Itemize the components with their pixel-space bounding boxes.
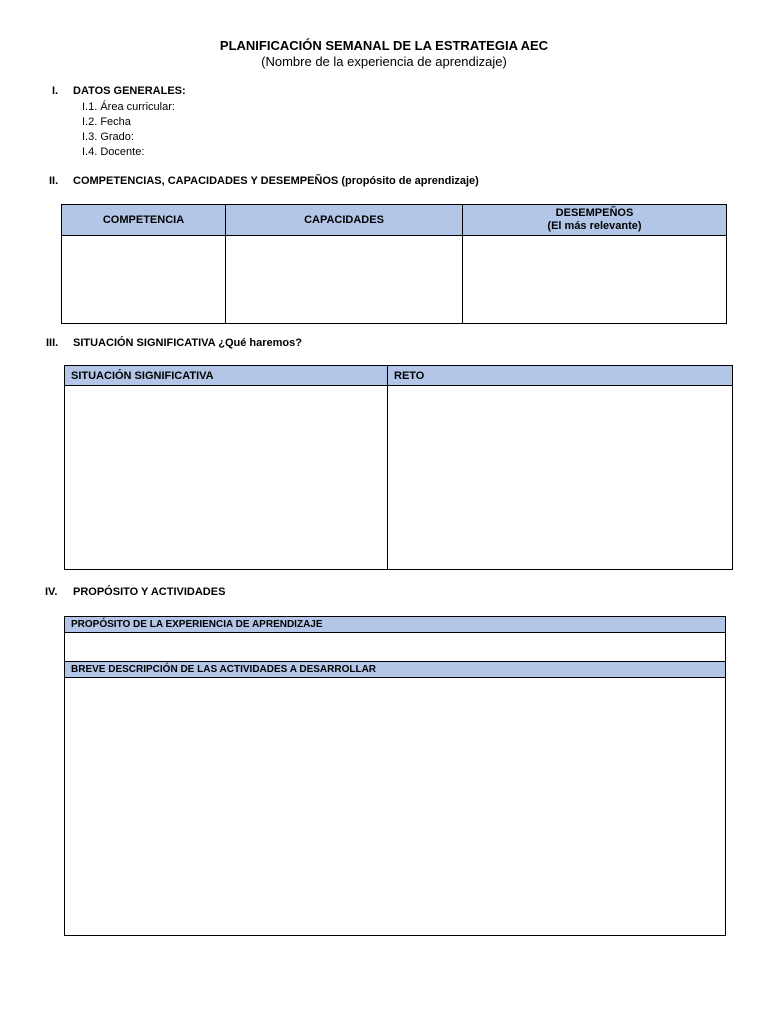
cell-capacidades[interactable] <box>226 236 463 324</box>
cell-proposito[interactable] <box>65 633 726 662</box>
header-desempenos-line1: DESEMPEÑOS <box>555 207 634 219</box>
cell-desempenos[interactable] <box>463 236 727 324</box>
section-4-title: PROPÓSITO Y ACTIVIDADES <box>73 586 226 598</box>
field-fecha: I.2. Fecha <box>82 116 131 128</box>
header-desempenos-line2: (El más relevante) <box>547 220 642 232</box>
section-3-title: SITUACIÓN SIGNIFICATIVA ¿Qué haremos? <box>73 337 302 349</box>
header-situacion-significativa: SITUACIÓN SIGNIFICATIVA <box>65 366 388 386</box>
page-subtitle: (Nombre de la experiencia de aprendizaje) <box>261 54 507 69</box>
section-4-number: IV. <box>45 586 58 598</box>
cell-reto[interactable] <box>388 386 733 570</box>
section-1-title: DATOS GENERALES: <box>73 85 186 97</box>
section-3-number: III. <box>46 337 59 349</box>
header-reto: RETO <box>388 366 733 386</box>
proposito-table <box>64 616 726 936</box>
header-descripcion-actividades: BREVE DESCRIPCIÓN DE LAS ACTIVIDADES A DESARROLLAR <box>65 662 726 678</box>
header-capacidades: CAPACIDADES <box>226 205 463 236</box>
section-1-number: I. <box>52 85 59 97</box>
cell-descripcion-actividades[interactable] <box>65 678 726 936</box>
header-proposito: PROPÓSITO DE LA EXPERIENCIA DE APRENDIZAJE <box>65 617 726 633</box>
section-2-title: COMPETENCIAS, CAPACIDADES Y DESEMPEÑOS (propósito de aprendizaje) <box>73 175 479 187</box>
field-grado: I.3. Grado: <box>82 131 134 143</box>
field-area-curricular: I.1. Área curricular: <box>82 101 175 113</box>
situacion-table <box>64 365 733 570</box>
header-competencia: COMPETENCIA <box>62 205 226 236</box>
cell-situacion-significativa[interactable] <box>65 386 388 570</box>
header-desempenos <box>463 205 727 236</box>
cell-competencia[interactable] <box>62 236 226 324</box>
competencias-table <box>61 204 727 324</box>
page-title: PLANIFICACIÓN SEMANAL DE LA ESTRATEGIA AEC <box>219 38 549 53</box>
section-2-number: II. <box>49 175 59 187</box>
field-docente: I.4. Docente: <box>82 146 145 158</box>
